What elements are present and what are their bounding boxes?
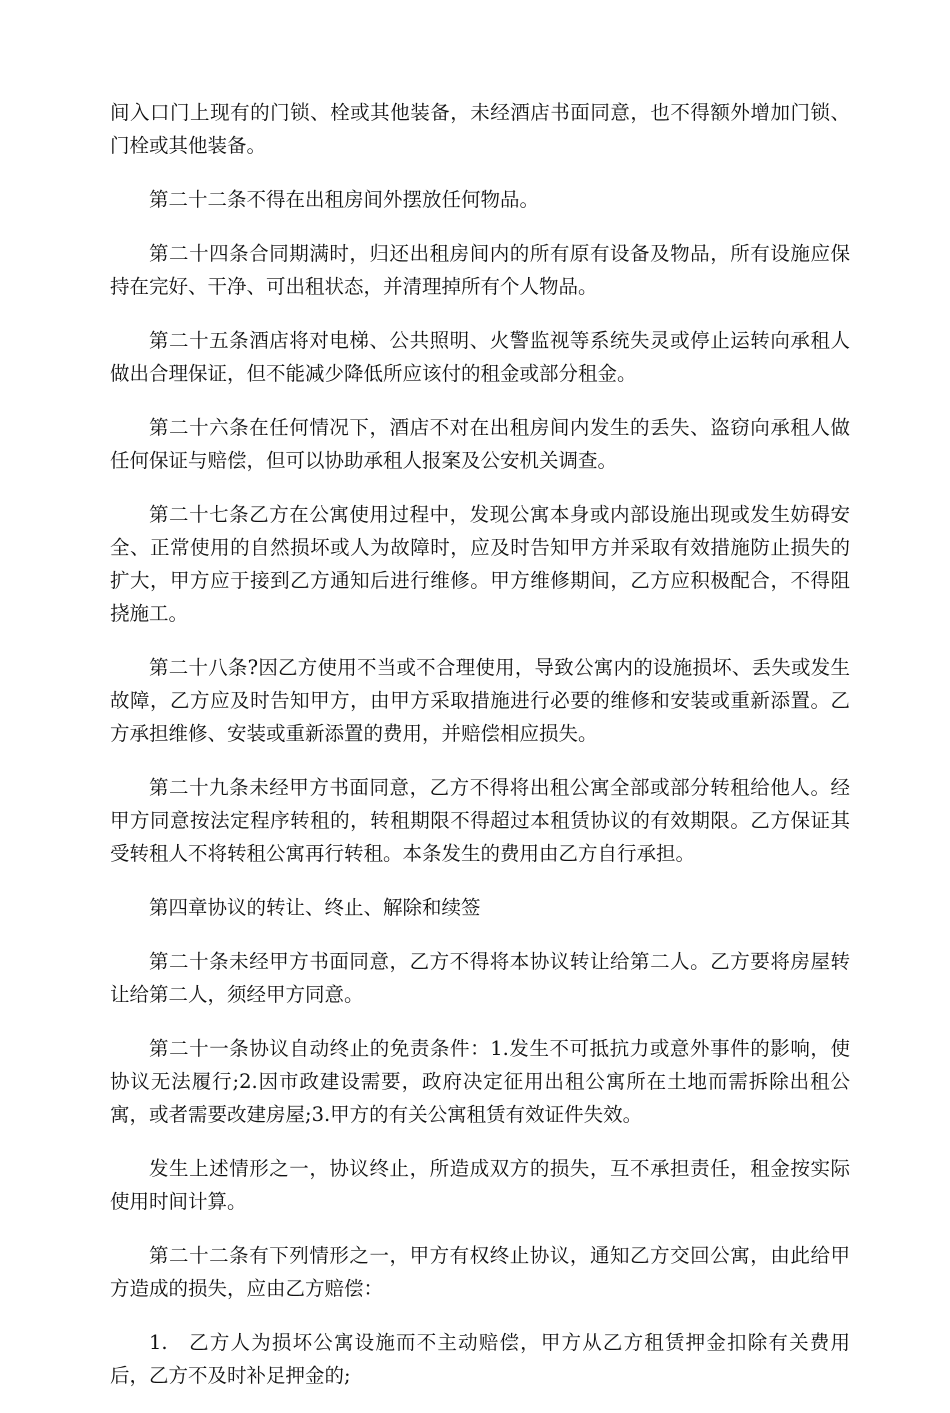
paragraph-article-27: 第二十七条乙方在公寓使用过程中，发现公寓本身或内部设施出现或发生妨碍安全、正常使用的自然损坏或人为故障时，应及时告知甲方并采取有效措施防止损失的扩大，甲方应于接到乙方通知后进行维修。甲方维修期间，乙方应积极配合，不得阻挠施工。	[110, 503, 850, 625]
paragraph-continuation: 间入口门上现有的门锁、栓或其他装备，未经酒店书面同意，也不得额外增加门锁、门栓或其他装备。	[110, 101, 850, 157]
paragraph-article-29: 第二十九条未经甲方书面同意，乙方不得将出租公寓全部或部分转租给他人。经甲方同意按法定程序转租的，转租期限不得超过本租赁协议的有效期限。乙方保证其受转租人不将转租公寓再行转租。本条发生的费用由乙方自行承担。	[110, 776, 850, 865]
paragraph-article-21: 第二十一条协议自动终止的免责条件：1.发生不可抵抗力或意外事件的影响，使协议无法履行;2.因市政建设需要，政府决定征用出租公寓所在土地而需拆除出租公寓，或者需要改建房屋;3.甲方的有关公寓租赁有效证件失效。	[110, 1037, 850, 1126]
paragraph-article-28: 第二十八条?因乙方使用不当或不合理使用，导致公寓内的设施损坏、丢失或发生故障，乙方应及时告知甲方，由甲方采取措施进行必要的维修和安装或重新添置。乙方承担维修、安装或重新添置的费用，并赔偿相应损失。	[110, 656, 850, 745]
paragraph-article-22: 第二十二条不得在出租房间外摆放任何物品。	[149, 188, 540, 211]
paragraph-article-25: 第二十五条酒店将对电梯、公共照明、火警监视等系统失灵或停止运转向承租人做出合理保证，但不能减少降低所应该付的租金或部分租金。	[110, 329, 850, 385]
paragraph-article-24: 第二十四条合同期满时，归还出租房间内的所有原有设备及物品，所有设施应保持在完好、干净、可出租状态，并清理掉所有个人物品。	[110, 242, 850, 298]
paragraph-termination-note: 发生上述情形之一，协议终止，所造成双方的损失，互不承担责任，租金按实际使用时间计算。	[110, 1157, 850, 1213]
paragraph-article-20: 第二十条未经甲方书面同意，乙方不得将本协议转让给第二人。乙方要将房屋转让给第二人，须经甲方同意。	[110, 950, 850, 1006]
list-item	[110, 1326, 850, 1392]
paragraph-article-26: 第二十六条在任何情况下，酒店不对在出租房间内发生的丢失、盗窃向承租人做任何保证与赔偿，但可以协助承租人报案及公安机关调查。	[110, 416, 850, 472]
chapter-heading: 第四章协议的转让、终止、解除和续签	[149, 896, 481, 919]
document-body	[110, 96, 850, 1413]
list-item-text: 乙方人为损坏公寓设施而不主动赔偿，甲方从乙方租赁押金扣除有关费用后，乙方不及时补足押金的;	[110, 1331, 850, 1387]
list-item-number: 1.	[149, 1331, 168, 1354]
paragraph-article-22-termination: 第二十二条有下列情形之一，甲方有权终止协议，通知乙方交回公寓，由此给甲方造成的损失，应由乙方赔偿：	[110, 1244, 850, 1300]
